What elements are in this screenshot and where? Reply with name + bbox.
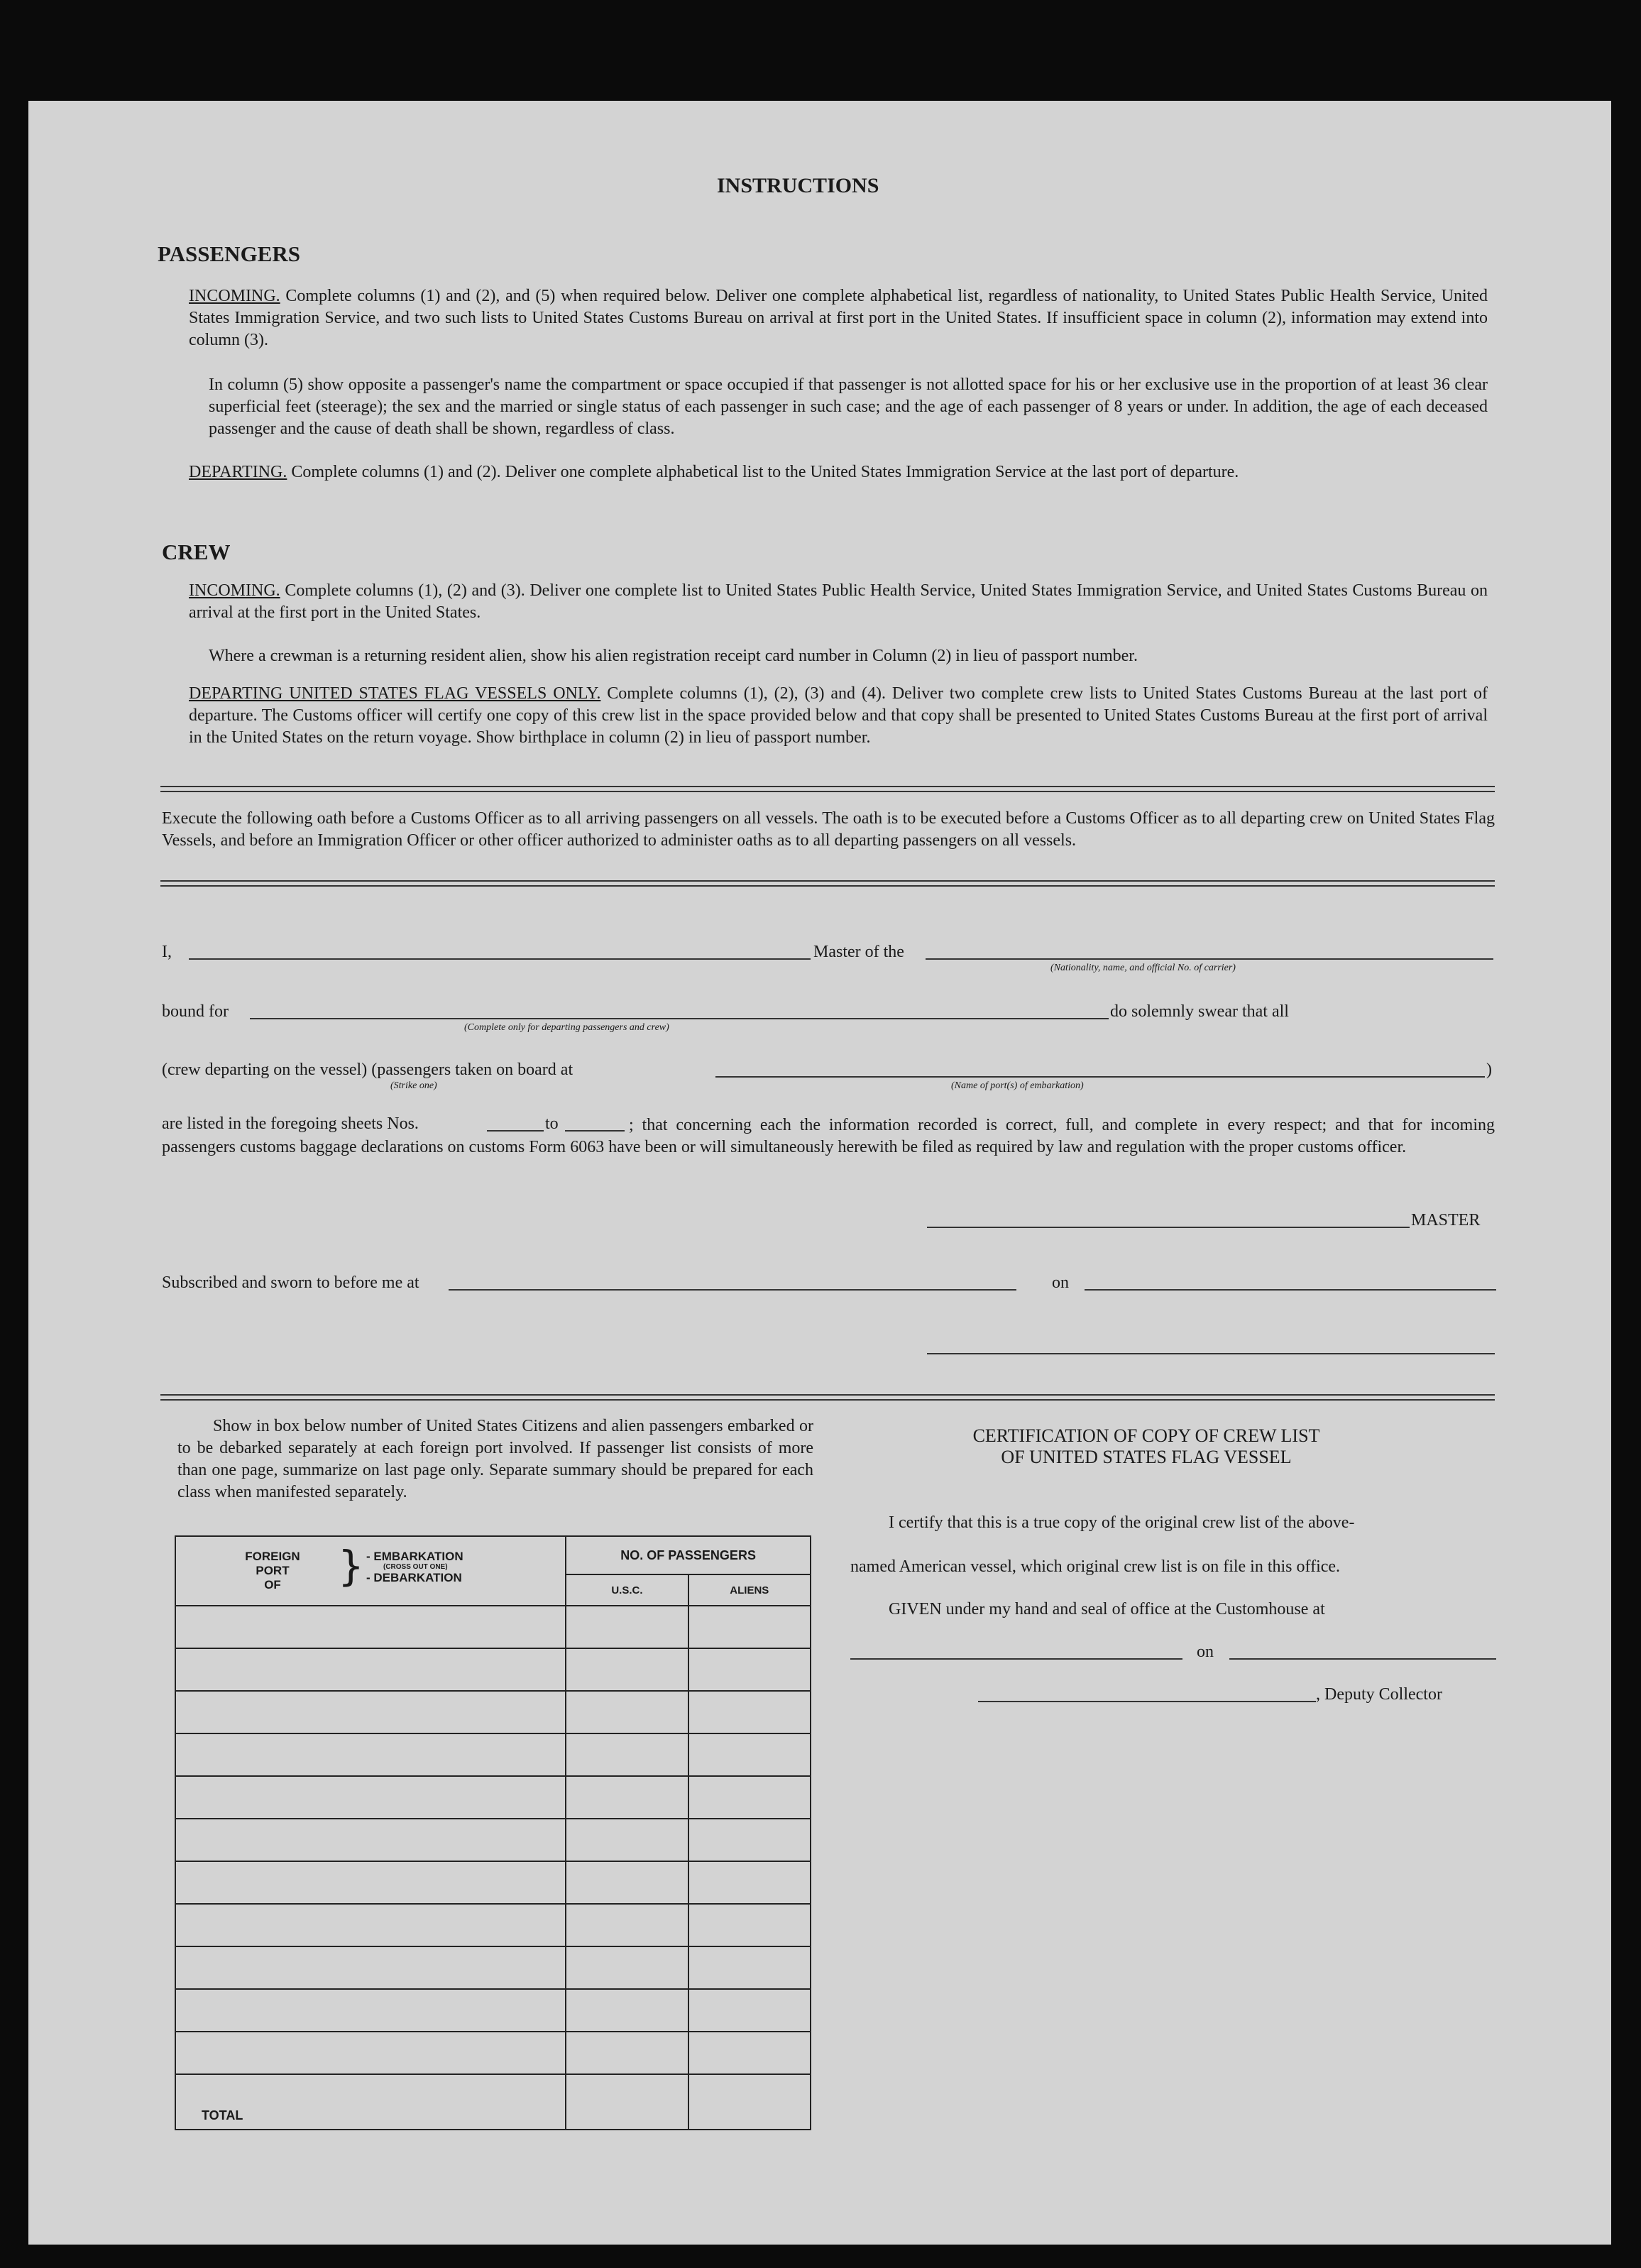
deputy-collector-field[interactable] <box>978 1701 1316 1702</box>
listed-rest-text: ; that concerning each the information recorded is correct, full, and complete in every respect; and that for incoming passengers customs baggage declarations on customs Form 6063 have been or will simultaneously herewith be filed as required by law and regulation with the proper customs officer. <box>162 1116 1495 1156</box>
table-row <box>175 1989 811 2032</box>
embarkation-ports-field[interactable] <box>715 1076 1485 1078</box>
aliens-cell[interactable] <box>688 1776 811 1819</box>
divider <box>160 791 1495 792</box>
passengers-departing-text: Complete columns (1) and (2). Deliver one complete alphabetical list to the United States Immigration Service at the last port of departure. <box>291 463 1239 481</box>
master-label: MASTER <box>1411 1211 1481 1229</box>
port-cell[interactable] <box>175 1904 566 1946</box>
port-cell[interactable] <box>175 1691 566 1733</box>
close-paren: ) <box>1486 1061 1492 1079</box>
passengers-incoming-label: INCOMING. <box>189 287 280 305</box>
port-label: PORT <box>256 1564 290 1577</box>
port-cell[interactable] <box>175 1819 566 1861</box>
page-title: INSTRUCTIONS <box>717 174 879 197</box>
swear-label: do solemnly swear that all <box>1110 1002 1289 1021</box>
crew-incoming-paragraph <box>189 580 1488 624</box>
passengers-departing-label: DEPARTING. <box>189 463 287 481</box>
aliens-cell[interactable] <box>688 1861 811 1904</box>
aliens-total-cell[interactable] <box>688 2074 811 2130</box>
bound-for-field[interactable] <box>250 1018 1109 1019</box>
crew-heading: CREW <box>162 539 231 564</box>
to-label: to <box>545 1114 559 1133</box>
port-header-cell <box>175 1536 566 1606</box>
table-row <box>175 1776 811 1819</box>
usc-cell[interactable] <box>566 2032 688 2074</box>
certification-title-2: OF UNITED STATES FLAG VESSEL <box>1001 1447 1292 1467</box>
port-cell[interactable] <box>175 2032 566 2074</box>
usc-cell[interactable] <box>566 1691 688 1733</box>
certification-line-1: I certify that this is a true copy of the original crew list of the above- <box>889 1513 1355 1532</box>
cross-out-one-label: (CROSS OUT ONE) <box>383 1563 448 1571</box>
officer-signature-field[interactable] <box>927 1353 1495 1354</box>
aliens-cell[interactable] <box>688 1904 811 1946</box>
aliens-cell[interactable] <box>688 1819 811 1861</box>
debarkation-label: - DEBARKATION <box>366 1571 462 1584</box>
total-row <box>175 2074 811 2130</box>
brace-icon: } <box>338 1542 364 1590</box>
crew-incoming-text: Complete columns (1), (2) and (3). Deliver one complete list to United States Public Health Service, United States Immigration Service, and United States Customs Bureau on arrival at the first port in the United States. <box>189 581 1488 622</box>
carrier-field[interactable] <box>926 958 1493 960</box>
certification-title-1: CERTIFICATION OF COPY OF CREW LIST <box>972 1425 1320 1446</box>
divider <box>160 1394 1495 1396</box>
divider <box>160 1399 1495 1401</box>
sworn-at-field[interactable] <box>449 1289 1016 1291</box>
aliens-cell[interactable] <box>688 1989 811 2032</box>
crew-departing-label: DEPARTING UNITED STATES FLAG VESSELS ONLY. <box>189 684 601 703</box>
master-name-field[interactable] <box>189 958 811 960</box>
bound-for-label: bound for <box>162 1002 229 1021</box>
certification-on-label: on <box>1197 1643 1214 1661</box>
listed-prefix: are listed in the foregoing sheets Nos. <box>162 1114 419 1133</box>
master-of-the-label: Master of the <box>813 943 904 961</box>
sworn-on-label: on <box>1052 1273 1069 1292</box>
customhouse-field[interactable] <box>850 1658 1182 1660</box>
of-label: OF <box>264 1578 281 1592</box>
port-cell[interactable] <box>175 1861 566 1904</box>
passenger-summary-table <box>175 1535 811 2130</box>
passengers-departing-paragraph <box>189 461 1488 483</box>
table-row <box>175 1691 811 1733</box>
crew-departing-label: (crew departing on the vessel) (passengers taken on board at <box>162 1061 573 1079</box>
summary-instructions: Show in box below number of United States Citizens and alien passengers embarked or to be debarked separately at each foreign port involved. If passenger list consists of more than one page, summarize on last page only. Separate summary should be prepared for each class when manifested separately. <box>177 1417 813 1501</box>
usc-cell[interactable] <box>566 1819 688 1861</box>
usc-total-cell[interactable] <box>566 2074 688 2130</box>
table-row <box>175 1648 811 1691</box>
table-row <box>175 1861 811 1904</box>
foreign-label: FOREIGN <box>245 1550 300 1563</box>
usc-header: U.S.C. <box>566 1574 688 1606</box>
port-cell[interactable] <box>175 1733 566 1776</box>
subscribed-label: Subscribed and sworn to before me at <box>162 1273 419 1292</box>
ports-caption: (Name of port(s) of embarkation) <box>951 1080 1084 1091</box>
port-cell[interactable] <box>175 1606 566 1648</box>
crew-alien-paragraph: Where a crewman is a returning resident alien, show his alien registration receipt card number in Column (2) in lieu of passport number. <box>209 647 1138 665</box>
form-page <box>28 101 1611 2245</box>
usc-cell[interactable] <box>566 1946 688 1989</box>
crew-departing-paragraph <box>189 683 1488 749</box>
aliens-cell[interactable] <box>688 1691 811 1733</box>
usc-cell[interactable] <box>566 1648 688 1691</box>
table-row <box>175 1904 811 1946</box>
passengers-heading: PASSENGERS <box>158 241 300 266</box>
divider <box>160 786 1495 787</box>
sworn-date-field[interactable] <box>1085 1289 1496 1291</box>
usc-cell[interactable] <box>566 1606 688 1648</box>
crew-incoming-label: INCOMING. <box>189 581 280 600</box>
carrier-caption: (Nationality, name, and official No. of carrier) <box>1050 963 1236 973</box>
passengers-incoming-text: Complete columns (1) and (2), and (5) when required below. Deliver one complete alphabetical list, regardless of nationality, to United States Public Health Service, United States Immigration Service, and two such lists to United States Customs Bureau on arrival at first port in the United States. If insufficient space in column (2), information may extend into column (3). <box>189 287 1488 349</box>
table-row <box>175 1606 811 1648</box>
oath-i-label: I, <box>162 943 172 961</box>
strike-one-caption: (Strike one) <box>390 1080 437 1091</box>
embarkation-label: - EMBARKATION <box>366 1550 463 1563</box>
total-label: TOTAL <box>175 2074 566 2130</box>
table-row <box>175 1946 811 1989</box>
certification-line-2: named American vessel, which original crew list is on file in this office. <box>850 1557 1341 1576</box>
listed-rest <box>162 1114 1495 1158</box>
certification-line-3: GIVEN under my hand and seal of office at the Customhouse at <box>889 1600 1325 1618</box>
divider <box>160 880 1495 882</box>
aliens-cell[interactable] <box>688 1733 811 1776</box>
passengers-incoming-paragraph <box>189 285 1488 351</box>
port-cell[interactable] <box>175 1776 566 1819</box>
port-cell[interactable] <box>175 1946 566 1989</box>
port-cell[interactable] <box>175 1648 566 1691</box>
aliens-cell[interactable] <box>688 1648 811 1691</box>
oath-instruction: Execute the following oath before a Customs Officer as to all arriving passengers on all vessels. The oath is to be executed before a Customs Officer as to all departing crew on United States Flag Vessels, and before an Immigration Officer or other officer authorized to administer oaths as to all departing passengers on all vessels. <box>162 809 1495 850</box>
divider <box>160 885 1495 887</box>
bound-for-caption: (Complete only for departing passengers and crew) <box>464 1022 669 1033</box>
aliens-header: ALIENS <box>688 1574 811 1606</box>
table-row <box>175 1819 811 1861</box>
passengers-column5-paragraph: In column (5) show opposite a passenger's name the compartment or space occupied if that passenger is not allotted space for his or her exclusive use in the proportion of at least 36 clear superficial feet (steerage); the sex and the married or single status of each passenger in such case; and the age of each passenger of 8 years or under. In addition, the age of each deceased passenger and the cause of death shall be shown, regardless of class. <box>209 376 1488 438</box>
usc-cell[interactable] <box>566 1861 688 1904</box>
usc-cell[interactable] <box>566 1904 688 1946</box>
usc-cell[interactable] <box>566 1989 688 2032</box>
crew-departing-text: Complete columns (1), (2), (3) and (4). Deliver two complete crew lists to United States Customs Bureau at the last port of departure. The Customs officer will certify one copy of this crew list in the space provided below and that copy shall be presented to United States Customs Bureau at the first port of arrival in the United States on the return voyage. Show birthplace in column (2) in lieu of passport number. <box>189 684 1488 747</box>
aliens-cell[interactable] <box>688 2032 811 2074</box>
usc-cell[interactable] <box>566 1776 688 1819</box>
master-signature-field[interactable] <box>927 1227 1410 1228</box>
aliens-cell[interactable] <box>688 1946 811 1989</box>
certification-date-field[interactable] <box>1229 1658 1496 1660</box>
deputy-collector-label: , Deputy Collector <box>1316 1685 1442 1704</box>
usc-cell[interactable] <box>566 1733 688 1776</box>
port-cell[interactable] <box>175 1989 566 2032</box>
table-row <box>175 1733 811 1776</box>
table-row <box>175 2032 811 2074</box>
aliens-cell[interactable] <box>688 1606 811 1648</box>
no-of-passengers-header: NO. OF PASSENGERS <box>566 1536 811 1574</box>
